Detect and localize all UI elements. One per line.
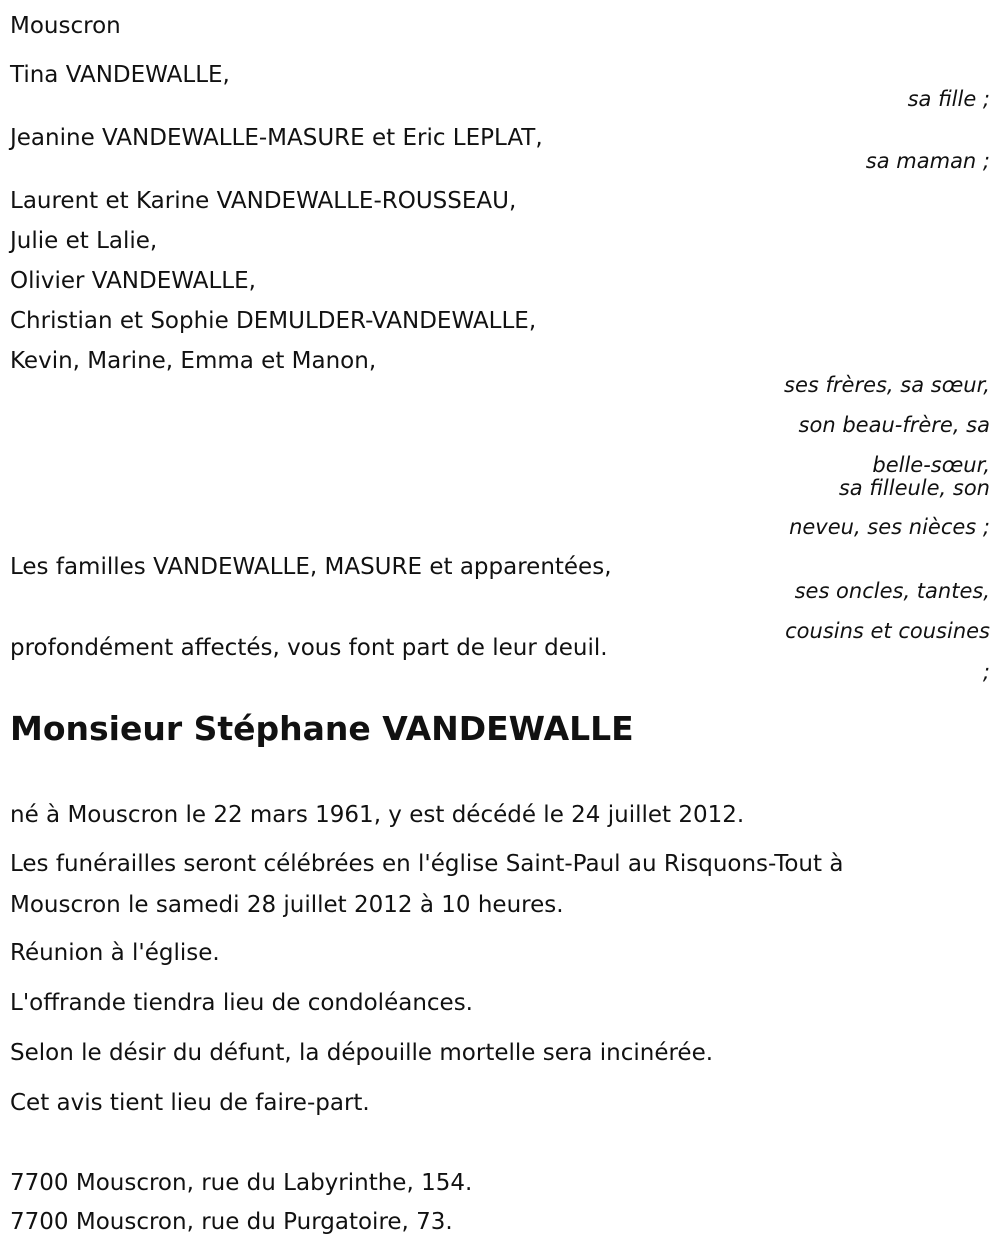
family-line: Jeanine VANDEWALLE-MASURE et Eric LEPLAT, <box>10 125 543 151</box>
family-line: profondément affectés, vous font part de leur deuil. <box>10 635 608 661</box>
relation-line: son beau-frère, sa <box>798 413 990 437</box>
family-line: Olivier VANDEWALLE, <box>10 268 256 294</box>
relation-line: ses oncles, tantes, <box>794 579 990 603</box>
family-line: Les familles VANDEWALLE, MASURE et apparentées, <box>10 554 612 580</box>
detail-line: né à Mouscron le 22 mars 1961, y est décédé le 24 juillet 2012. <box>10 802 745 828</box>
relation-line: belle-sœur, <box>872 453 990 477</box>
family-line: Christian et Sophie DEMULDER-VANDEWALLE, <box>10 308 537 334</box>
family-line: Julie et Lalie, <box>10 228 158 254</box>
detail-line: Les funérailles seront célébrées en l'église Saint-Paul au Risquons-Tout à <box>10 851 844 877</box>
detail-line: Mouscron le samedi 28 juillet 2012 à 10 heures. <box>10 892 564 918</box>
detail-line: Cet avis tient lieu de faire-part. <box>10 1090 370 1116</box>
relation-line: sa filleule, son <box>838 476 990 500</box>
family-line: Tina VANDEWALLE, <box>10 62 230 88</box>
detail-line: L'offrande tiendra lieu de condoléances. <box>10 990 473 1016</box>
detail-line: Réunion à l'église. <box>10 940 220 966</box>
address-line: 7700 Mouscron, rue du Purgatoire, 73. <box>10 1209 453 1235</box>
relation-line: ; <box>982 660 990 684</box>
address-line: 7700 Mouscron, rue du Labyrinthe, 154. <box>10 1170 473 1196</box>
city-heading: Mouscron <box>10 13 121 39</box>
relation-line: sa maman ; <box>865 149 990 173</box>
relation-line: ses frères, sa sœur, <box>784 373 990 397</box>
detail-line: Selon le désir du défunt, la dépouille mortelle sera incinérée. <box>10 1040 714 1066</box>
deceased-name: Monsieur Stéphane VANDEWALLE <box>10 709 634 748</box>
family-line: Laurent et Karine VANDEWALLE-ROUSSEAU, <box>10 188 517 214</box>
relation-line: sa fille ; <box>907 87 990 111</box>
relation-line: neveu, ses nièces ; <box>789 515 990 539</box>
family-line: Kevin, Marine, Emma et Manon, <box>10 348 377 374</box>
relation-line: cousins et cousines <box>785 619 990 643</box>
